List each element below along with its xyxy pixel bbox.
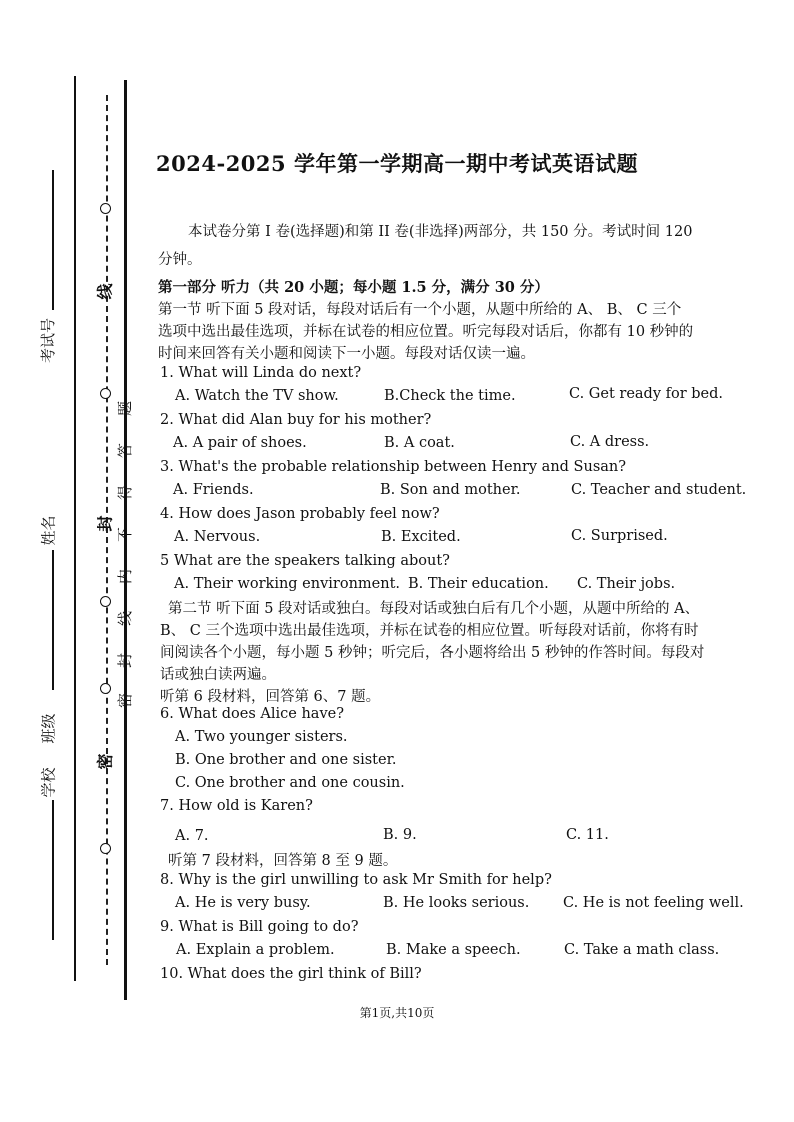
section2-instruction: 间阅读各个小题，每小题 5 秒钟；听完后，各小题将给出 5 秒钟的作答时间。每段对 [160,645,705,661]
material-6-instruction: 听第 6 段材料，回答第 6、7 题。 [160,689,381,705]
option-b: B. One brother and one sister. [175,752,397,768]
notice-char: 不 [116,526,135,543]
binding-hole-circle [100,683,111,694]
exam-title: 2024-2025 学年第一学期高一期中考试英语试题 [156,151,638,176]
option-b: B. Son and mother. [380,482,521,498]
notice-char: 答 [116,442,135,459]
school-field[interactable] [52,800,54,940]
option-c: C. A dress. [570,434,650,450]
option-a: A. He is very busy. [175,895,311,911]
question-2: 2. What did Alan buy for his mother? [160,412,432,428]
option-a: A. Nervous. [174,529,261,545]
option-c: C. Teacher and student. [571,482,747,498]
margin-outer-line [74,76,76,981]
option-a: A. Watch the TV show. [175,388,339,404]
name-label: 姓名 [39,515,58,546]
page-footer: 第1页,共10页 [359,1006,435,1020]
part1-heading: 第一部分 听力（共 20 小题；每小题 1.5 分，满分 30 分） [158,279,549,296]
option-b: B. A coat. [384,435,455,451]
section2-instruction: B、 C 三个选项中选出最佳选项，并标在试卷的相应位置。听每段对话前，你将有时 [160,623,699,639]
option-c: C. Get ready for bed. [569,386,724,402]
section2-instruction: 第二节 听下面 5 段对话或独白。每段对话或独白后有几个小题，从题中所给的 A、 [168,601,700,617]
question-4: 4. How does Jason probably feel now? [160,506,440,522]
binding-hole-circle [100,388,111,399]
notice-char: 封 [116,652,135,669]
option-c: C. Their jobs. [577,576,676,592]
option-c: C. He is not feeling well. [563,895,744,911]
option-a: A. Explain a problem. [176,942,335,958]
intro-text: 本试卷分第 I 卷(选择题)和第 II 卷(非选择)两部分，共 150 分。考试时间 120 [188,224,693,240]
question-8: 8. Why is the girl unwilling to ask Mr Smith for help? [160,872,552,888]
binding-hole-circle [100,203,111,214]
notice-char: 线 [116,610,135,627]
notice-char: 密 [116,692,135,709]
exam-number-label: 考试号 [39,317,58,364]
question-5: 5 What are the speakers talking about? [160,553,450,569]
option-b: B. Excited. [381,529,461,545]
option-a: A. A pair of shoes. [173,435,307,451]
question-6: 6. What does Alice have? [160,706,344,722]
option-c: C. Take a math class. [564,942,720,958]
question-3: 3. What's the probable relationship between Henry and Susan? [160,459,627,475]
option-c: C. One brother and one cousin. [175,775,405,791]
section1-instruction: 第一节 听下面 5 段对话，每段对话后有一个小题，从题中所给的 A、 B、 C 三个 [158,302,682,318]
question-1: 1. What will Linda do next? [160,365,362,381]
notice-char: 题 [116,400,135,417]
section1-instruction: 时间来回答有关小题和阅读下一小题。每段对话仅读一遍。 [158,346,535,362]
option-c: C. 11. [566,827,609,843]
class-label: 班级 [39,713,58,744]
option-b: B. 9. [383,827,417,843]
option-a: A. 7. [175,828,209,844]
seal-char-mi: 密 [95,753,115,770]
option-c: C. Surprised. [571,528,668,544]
binding-hole-circle [100,596,111,607]
option-b: B.Check the time. [384,388,516,404]
binding-hole-circle [100,843,111,854]
option-a: A. Their working environment. [174,576,401,592]
section1-instruction: 选项中选出最佳选项，并标在试卷的相应位置。听完每段对话后，你都有 10 秒钟的 [158,324,694,340]
exam-number-field[interactable] [52,170,54,310]
material-7-instruction: 听第 7 段材料，回答第 8 至 9 题。 [168,853,398,869]
seal-char-xian: 线 [95,283,115,300]
option-a: A. Friends. [173,482,254,498]
question-7: 7. How old is Karen? [160,798,313,814]
notice-char: 内 [116,568,135,585]
school-label: 学校 [39,767,58,798]
seal-char-feng: 封 [95,515,115,532]
intro-text: 分钟。 [158,252,202,268]
notice-char: 得 [116,484,135,501]
name-field[interactable] [52,550,54,690]
option-b: B. Their education. [408,576,549,592]
question-10: 10. What does the girl think of Bill? [160,966,422,982]
option-b: B. Make a speech. [386,942,521,958]
option-a: A. Two younger sisters. [175,729,348,745]
section2-instruction: 话或独白读两遍。 [160,667,276,683]
option-b: B. He looks serious. [383,895,530,911]
question-9: 9. What is Bill going to do? [160,919,359,935]
